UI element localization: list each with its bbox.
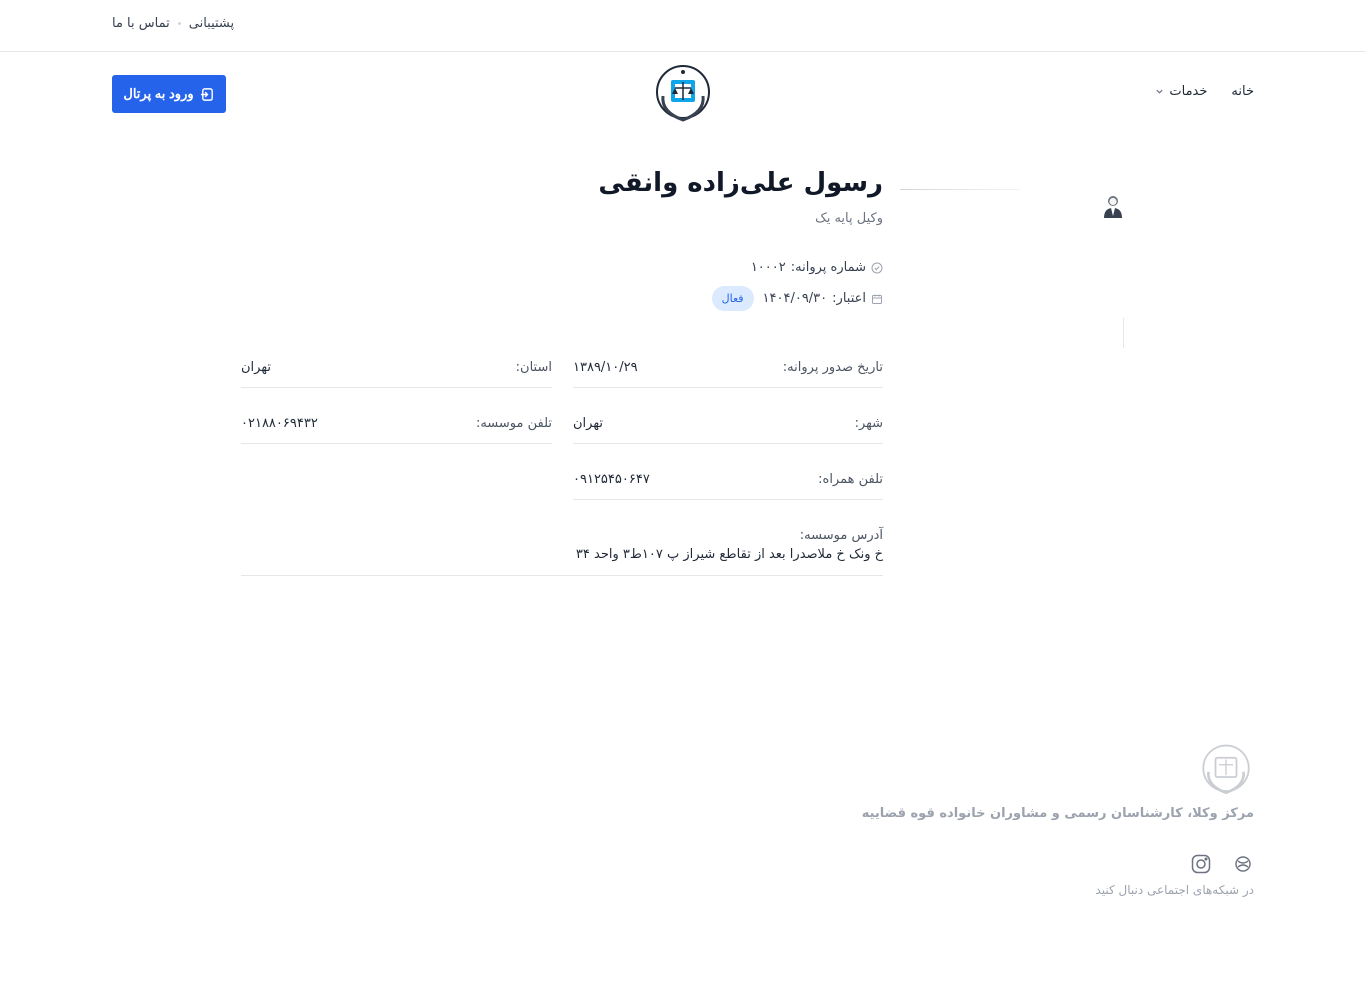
nav-home-label: خانه xyxy=(1231,84,1254,99)
city-field xyxy=(573,416,883,444)
lawyer-name: رسول علی‌زاده وانقی xyxy=(598,168,883,198)
city-value: تهران xyxy=(573,416,603,431)
validity-date: ۱۴۰۴/۰۹/۳۰ xyxy=(762,291,828,306)
nav-item-home[interactable] xyxy=(1231,84,1254,99)
footer-logo xyxy=(1198,742,1254,798)
issue-date-value: ۱۳۸۹/۱۰/۲۹ xyxy=(573,360,638,375)
validity-label: اعتبار: xyxy=(832,291,866,306)
address-label: آدرس موسسه: xyxy=(799,528,883,543)
validity-row xyxy=(712,286,883,311)
nav-item-services[interactable] xyxy=(1155,84,1207,99)
license-row xyxy=(751,260,883,275)
institute-phone-label: تلفن موسسه: xyxy=(475,416,552,431)
contact-link[interactable]: تماس با ما xyxy=(112,16,170,31)
avatar xyxy=(1102,194,1124,218)
mobile-value[interactable]: ۰۹۱۲۵۴۵۰۶۴۷ xyxy=(573,472,650,487)
address-value: خ ونک خ ملاصدرا بعد از تقاطع شیراز پ ۱۰۷ط۳ واحد ۳۴ xyxy=(575,547,883,562)
city-label: شهر: xyxy=(854,416,883,431)
calendar-icon xyxy=(871,293,883,305)
check-circle-icon xyxy=(871,262,883,274)
province-value: تهران xyxy=(241,360,271,375)
province-field xyxy=(241,360,552,388)
social-links xyxy=(1190,853,1254,875)
address-field xyxy=(241,528,883,576)
judiciary-logo[interactable] xyxy=(651,62,715,126)
bale-icon[interactable] xyxy=(1232,853,1254,875)
separator-dot xyxy=(178,22,181,25)
province-label: استان: xyxy=(515,360,552,375)
main-nav xyxy=(1155,84,1254,99)
instagram-icon[interactable] xyxy=(1190,853,1212,875)
title-divider xyxy=(900,189,1020,190)
support-link[interactable]: پشتیبانی xyxy=(188,16,235,31)
portal-login-button[interactable] xyxy=(112,75,226,113)
nav-services-label: خدمات xyxy=(1169,84,1208,99)
issue-date-label: تاریخ صدور پروانه: xyxy=(782,360,883,375)
institute-phone-field xyxy=(241,416,552,444)
top-bar xyxy=(0,0,1366,52)
issue-date-field xyxy=(573,360,883,388)
footer-org-name: مرکز وکلا، کارشناسان رسمی و مشاوران خانواده قوه قضاییه xyxy=(861,806,1254,821)
institute-phone-value[interactable]: ۰۲۱۸۸۰۶۹۴۳۲ xyxy=(241,416,318,431)
follow-us-text: در شبکه‌های اجتماعی دنبال کنید xyxy=(1095,883,1254,897)
mobile-field xyxy=(573,472,883,500)
license-label: شماره پروانه: xyxy=(790,260,866,275)
main-header xyxy=(0,52,1366,136)
portal-login-label: ورود به پرتال xyxy=(123,86,194,101)
chevron-down-icon xyxy=(1155,87,1164,96)
login-icon xyxy=(200,87,215,102)
lawyer-grade: وکیل پایه یک xyxy=(815,211,883,226)
status-badge: فعال xyxy=(712,286,754,311)
side-divider xyxy=(1123,318,1124,348)
top-links xyxy=(112,16,234,31)
license-number: ۱۰۰۰۲ xyxy=(750,260,786,275)
mobile-label: تلفن همراه: xyxy=(818,472,883,487)
